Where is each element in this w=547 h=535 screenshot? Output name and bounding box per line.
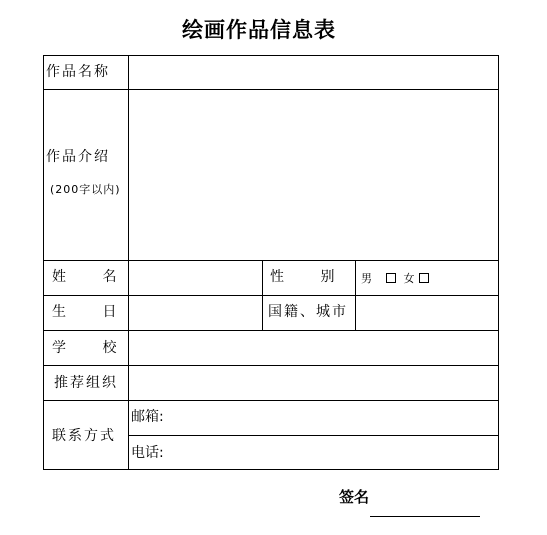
gender-options <box>361 270 433 288</box>
org-field[interactable] <box>131 369 495 397</box>
table-border-left <box>43 55 44 470</box>
row-divider <box>128 435 499 436</box>
row-divider <box>43 260 499 261</box>
intro-field[interactable] <box>131 93 495 257</box>
label-column-divider <box>128 55 129 470</box>
nationality-field[interactable] <box>358 299 495 327</box>
column-divider <box>262 260 263 330</box>
phone-field[interactable] <box>176 439 495 466</box>
name-field[interactable] <box>131 264 259 292</box>
phone-label: 电话: <box>131 445 164 461</box>
intro-note: (200字以内) <box>50 183 121 196</box>
email-field[interactable] <box>176 404 495 432</box>
school-label: 学 校 <box>52 340 133 356</box>
work-name-field[interactable] <box>131 60 495 86</box>
signature-line[interactable] <box>370 516 480 517</box>
page-title: 绘画作品信息表 <box>182 18 336 42</box>
name-label: 姓 名 <box>52 269 133 285</box>
intro-label: 作品介绍 <box>46 149 110 165</box>
work-name-label: 作品名称 <box>46 64 110 80</box>
gender-male-label: 男 <box>361 272 372 285</box>
row-divider <box>43 330 499 331</box>
row-divider <box>43 89 499 90</box>
table-border-top <box>43 55 499 56</box>
gender-male-checkbox[interactable] <box>386 273 396 283</box>
table-border-right <box>498 55 499 470</box>
nationality-label: 国籍、城市 <box>268 304 348 320</box>
org-label: 推荐组织 <box>54 375 118 391</box>
gender-female-checkbox[interactable] <box>419 273 429 283</box>
email-label: 邮箱: <box>131 409 164 425</box>
signature-label: 签名 <box>339 488 370 506</box>
contact-label: 联系方式 <box>52 428 116 444</box>
row-divider <box>43 365 499 366</box>
table-border-bottom <box>43 469 499 470</box>
row-divider <box>43 400 499 401</box>
gender-female-label: 女 <box>403 272 415 285</box>
row-divider <box>43 295 499 296</box>
column-divider <box>355 260 356 330</box>
birth-label: 生 日 <box>52 304 133 320</box>
birth-field[interactable] <box>131 299 259 327</box>
gender-label: 性 别 <box>270 269 351 285</box>
school-field[interactable] <box>131 334 495 362</box>
